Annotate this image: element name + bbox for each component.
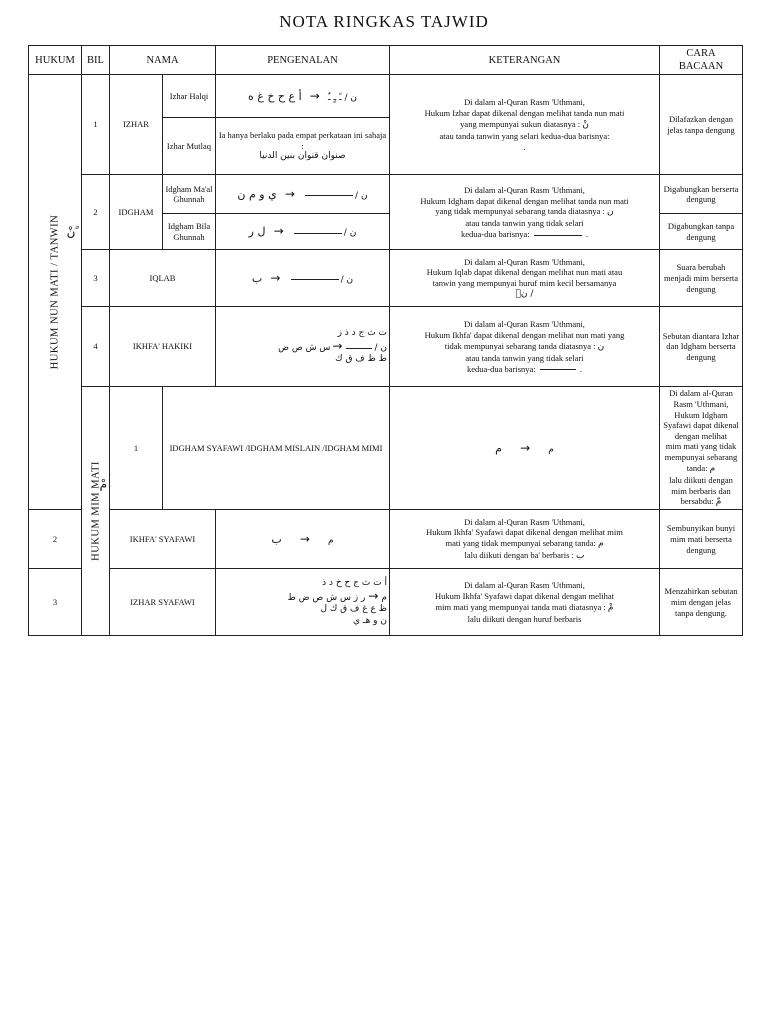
sign-text: م xyxy=(548,444,554,455)
bil-cell: 3 xyxy=(29,569,82,636)
sign-text: ن / xyxy=(355,190,368,201)
nama-cell: IKHFA' HAKIKI xyxy=(110,307,216,387)
ket-line: yang mempunyai sukun diatasnya : نْ xyxy=(460,118,589,130)
arrow-icon: → xyxy=(273,224,284,239)
arabic-mark: نْ xyxy=(582,119,589,130)
sign-text: ن / xyxy=(340,274,354,285)
keterangan-cell xyxy=(390,75,660,175)
cara-bacaan-cell: Sembunyikan bunyi mim mati berserta dengung xyxy=(660,510,743,569)
arrow-icon: → xyxy=(309,88,320,103)
ket-line: kedua-dua barisnya: . xyxy=(466,363,583,374)
bil-cell: 2 xyxy=(29,510,82,569)
arrow-icon: → xyxy=(520,440,531,455)
sign-text: ن / xyxy=(343,228,357,239)
pengenalan-text: Ia hanya berlaku pada empat perkataan ini sahaja : xyxy=(218,130,387,151)
header-hukum: HUKUM xyxy=(29,46,82,75)
cara-bacaan-cell: Digabungkan berserta dengung xyxy=(660,175,743,214)
nama-cell: IDGHAM SYAFAWI /IDGHAM MISLAIN /IDGHAM MIMI xyxy=(163,387,390,510)
table-row-idgham-maal-ghunnah xyxy=(29,175,743,214)
cara-bacaan-cell: Suara berubah menjadi mim berserta dengung xyxy=(660,250,743,307)
sub-nama-cell: Idgham Bila Ghunnah xyxy=(163,214,216,250)
keterangan-cell xyxy=(390,569,660,636)
ket-line: Hukum Ikhfa' dapat dikenal dengan melihat nun mati yang xyxy=(424,330,625,340)
sub-nama-cell: Izhar Halqi xyxy=(163,75,216,118)
arrow-icon: → xyxy=(368,589,379,604)
ket-line: atau tanda tanwin yang selari kedua-dua barisnya: xyxy=(439,130,610,141)
header-keterangan: KETERANGAN xyxy=(390,46,660,75)
header-bil: BIL xyxy=(82,46,110,75)
bil-cell: 1 xyxy=(82,75,110,175)
nama-cell: IDGHAM xyxy=(110,175,163,250)
ket-line: Hukum Idgham Syafawi dapat dikenal dengan melihat xyxy=(663,409,739,441)
ket-line: . xyxy=(523,141,526,152)
ket-line: Hukum Ikhfa' Syafawi dapat dikenal dengan melihat xyxy=(434,590,615,601)
ket-line: Hukum Iqlab dapat dikenal dengan melihat nun mati atau xyxy=(426,267,623,278)
cara-bacaan-cell: Menzahirkan sebutan mim dengan jelas tanpa dengung. xyxy=(660,569,743,636)
ket-line: Di dalam al-Quran Rasm 'Uthmani, xyxy=(464,516,585,527)
table-row-ikhfa-syafawi xyxy=(29,510,743,569)
ket-line: atau tanda tanwin yang tidak selari xyxy=(465,352,584,363)
ket-line: Di dalam al-Quran Rasm 'Uthmani, xyxy=(464,580,585,591)
pengenalan-line xyxy=(218,339,387,354)
ket-line: Hukum Izhar dapat dikenal dengan melihat tanda nun mati xyxy=(424,108,625,118)
bil-cell: 3 xyxy=(82,250,110,307)
arrow-icon: → xyxy=(270,270,281,285)
arabic-mark: نۢ / xyxy=(515,288,534,299)
pengenalan-cell xyxy=(216,118,390,175)
sign-text: م xyxy=(381,593,387,604)
arabic-letters: س ش ص ض xyxy=(278,343,331,354)
pengenalan-line xyxy=(218,589,387,604)
divider-line xyxy=(534,235,582,236)
keterangan-cell xyxy=(660,387,743,510)
arrow-icon: → xyxy=(332,339,343,354)
ket-line: atau tanda tanwin yang tidak selari xyxy=(465,218,584,229)
ket-line: Di dalam al-Quran Rasm 'Uthmani, xyxy=(464,97,585,108)
pengenalan-cell xyxy=(216,569,390,636)
keterangan-cell xyxy=(390,510,660,569)
group-symbol-mim: مْ xyxy=(99,477,107,492)
table-row-izhar-syafawi xyxy=(29,569,743,636)
arabic-letters: ب xyxy=(251,271,263,285)
header-nama: NAMA xyxy=(110,46,216,75)
ket-line: Di dalam al-Quran Rasm 'Uthmani, xyxy=(464,256,585,267)
tajwid-table xyxy=(28,45,743,636)
ket-line: Di dalam al-Quran Rasm 'Uthmani, xyxy=(464,319,585,330)
ket-line: Di dalam al-Quran Rasm 'Uthmani, xyxy=(464,184,585,195)
group-label-mim: HUKUM MIM MATI xyxy=(89,461,101,562)
bil-cell: 1 xyxy=(110,387,163,510)
nama-cell: IZHAR SYAFAWI xyxy=(110,569,216,636)
ket-line: lalu diikuti dengan ba' berbaris : ب xyxy=(464,550,585,561)
table-row-izhar-halqi xyxy=(29,75,743,118)
header-cara-bacaan xyxy=(660,46,743,75)
arabic-mark: مْ xyxy=(607,602,614,613)
arabic-letters: ي و م ن xyxy=(237,187,277,201)
nama-cell: IQLAB xyxy=(110,250,216,307)
pengenalan-cell xyxy=(216,250,390,307)
pengenalan-cell xyxy=(216,214,390,250)
table-row-iqlab xyxy=(29,250,743,307)
arabic-mark: م xyxy=(597,538,604,549)
arabic-letters: م xyxy=(495,441,502,455)
arabic-letters: ب xyxy=(271,532,282,546)
group-symbol-nun: نْ ً xyxy=(66,225,79,240)
divider-line xyxy=(291,279,339,280)
pengenalan-cell xyxy=(390,387,660,510)
sign-text: ن / ـً ـٍ ـٌ xyxy=(327,92,357,103)
nama-cell: IZHAR xyxy=(110,75,163,175)
arabic-letters: ل ر xyxy=(248,225,266,239)
arrow-icon: → xyxy=(299,531,310,546)
group-nun-mati-tanwin xyxy=(29,75,82,510)
group-label-nun: HUKUM NUN MATI / TANWIN xyxy=(49,215,61,370)
nama-cell: IKHFA' SYAFAWI xyxy=(110,510,216,569)
sub-nama-cell: Idgham Ma'al Ghunnah xyxy=(163,175,216,214)
keterangan-cell xyxy=(390,175,660,250)
ket-line: tanwin yang mempunyai huruf mim kecil bersamanya xyxy=(432,277,617,288)
sign-text: م xyxy=(328,535,334,546)
divider-line xyxy=(540,369,576,370)
ket-line: tidak mempunyai sebarang tanda diatasnya : ن xyxy=(444,340,605,352)
arabic-letters: ط ظ ف ق ك xyxy=(335,354,387,365)
divider-line xyxy=(294,233,342,234)
arrow-icon: → xyxy=(284,186,295,201)
header-row xyxy=(29,46,743,75)
arabic-mark: ن xyxy=(607,207,614,218)
header-cara-line1: CARA xyxy=(686,48,716,59)
ket-line: mim mati yang mempunyai tanda mati diatasnya : مْ xyxy=(435,601,614,613)
bil-cell: 2 xyxy=(82,175,110,250)
divider-line xyxy=(346,348,372,349)
page-title: NOTA RINGKAS TAJWID xyxy=(279,12,489,31)
pengenalan-cell xyxy=(216,75,390,118)
ket-line: lalu diikuti dengan huruf berbaris xyxy=(467,613,582,624)
sub-nama-cell: Izhar Mutlaq xyxy=(163,118,216,175)
ket-line: Di dalam al-Quran Rasm 'Uthmani, xyxy=(669,388,733,409)
arabic-mark: ب xyxy=(576,551,585,561)
pengenalan-cell xyxy=(216,510,390,569)
ket-line: kedua-dua barisnya: . xyxy=(460,229,589,239)
sign-text: ن / xyxy=(374,343,387,354)
arabic-words: صنوان قنوان بنين الدنيا xyxy=(259,151,346,162)
header-pengenalan: PENGENALAN xyxy=(216,46,390,75)
ket-line: mati yang tidak mempunyai sebarang tanda: م xyxy=(445,537,604,549)
ket-line: Hukum Idgham dapat dikenal dengan melihat tanda nun mati xyxy=(420,195,629,206)
pengenalan-cell xyxy=(216,175,390,214)
arabic-letters: أ ع ح خ غ ه xyxy=(248,89,302,103)
ket-line: lalu diikuti dengan mim berbaris dan bersabdu: مّ xyxy=(669,474,733,508)
arabic-letters: ر ز س ش ص ض ط xyxy=(287,593,366,604)
header-cara-line2: BACAAN xyxy=(678,61,724,73)
arabic-mark: م xyxy=(709,463,716,474)
arabic-mark: مّ xyxy=(715,497,722,508)
ket-line: yang tidak mempunyai sebarang tanda diatasnya : ن xyxy=(435,206,614,218)
ket-line: Hukum Ikhfa' Syafawi dapat dikenal dengan melihat mim xyxy=(426,527,623,538)
arabic-mark: ن xyxy=(597,341,605,352)
arabic-letters: ت ث ج د ذ ز xyxy=(337,327,387,338)
arabic-letters: أ ت ث ج ح خ د ذ xyxy=(322,577,387,588)
pengenalan-cell xyxy=(216,307,390,387)
table-row-idgham-syafawi xyxy=(29,387,743,510)
cara-bacaan-cell: Digabungkan tanpa dengung xyxy=(660,214,743,250)
arabic-letters: ن و هـ ي xyxy=(353,615,387,626)
bil-cell: 4 xyxy=(82,307,110,387)
table-row-ikhfa-hakiki xyxy=(29,307,743,387)
keterangan-cell xyxy=(390,307,660,387)
keterangan-cell xyxy=(390,250,660,307)
ket-line: mim mati yang tidak mempunyai sebarang tanda: م xyxy=(664,441,738,474)
group-mim-mati xyxy=(82,387,110,636)
cara-bacaan-cell: Sebutan diantara Izhar dan Idgham berserta dengung xyxy=(660,307,743,387)
cara-bacaan-cell: Dilafazkan dengan jelas tanpa dengung xyxy=(660,75,743,175)
arabic-letters: ظ ع غ ف ق ك ل xyxy=(320,604,387,615)
divider-line xyxy=(305,195,353,196)
